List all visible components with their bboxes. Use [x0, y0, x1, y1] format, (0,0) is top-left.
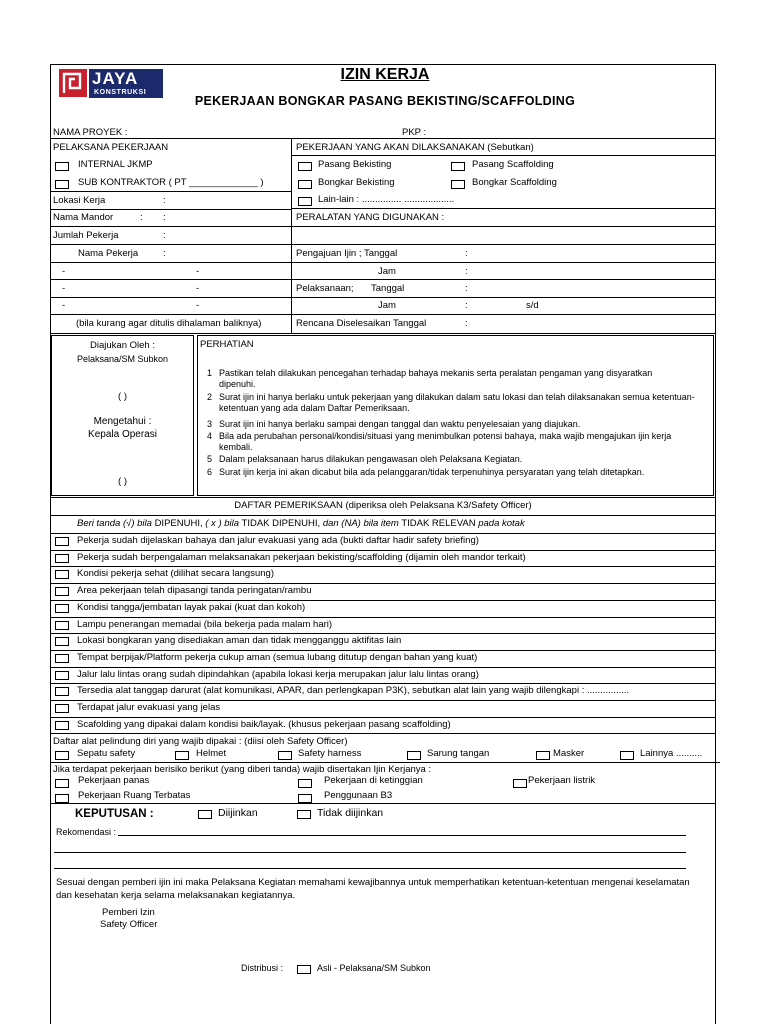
- nama-pekerja-colon: :: [163, 248, 166, 259]
- pelaksana-subkon-label: Pelaksana/SM Subkon: [76, 354, 169, 364]
- perhatian-right: [713, 335, 714, 496]
- grid-line: [50, 333, 716, 334]
- pasang-bekisting-checkbox[interactable]: [298, 162, 312, 171]
- apd-checkbox[interactable]: [278, 751, 292, 760]
- instr-part: dan (NA) bila item: [322, 518, 399, 529]
- daftar-item: Area pekerjaan telah dipasangi tanda peringatan/rambu: [77, 585, 312, 597]
- grid-line: [291, 208, 716, 209]
- grid-line: [50, 262, 716, 263]
- penggunaan-b3-checkbox[interactable]: [298, 794, 312, 803]
- apd-item: Safety harness: [298, 748, 362, 759]
- jam-label: Jam: [378, 266, 396, 277]
- grid-line: [50, 244, 716, 245]
- logo-subtext: KONSTRUKSI: [94, 89, 147, 96]
- nama-pekerja-label: Nama Pekerja: [78, 248, 139, 259]
- tidak-diijinkan-label: Tidak diijinkan: [317, 807, 384, 819]
- lain-lain-checkbox[interactable]: [298, 197, 312, 206]
- daftar-title: DAFTAR PEMERIKSAAN (diperiksa oleh Pelaksana K3/Safety Officer): [234, 500, 532, 511]
- daftar-checkbox[interactable]: [55, 570, 69, 579]
- nama-proyek-label: NAMA PROYEK :: [53, 127, 128, 138]
- frame-top: [50, 64, 716, 65]
- daftar-checkbox[interactable]: [55, 671, 69, 680]
- perhatian-number: 3: [207, 419, 213, 429]
- daftar-item: Lampu penerangan memadai (bila bekerja pada malam hari): [77, 618, 333, 630]
- grid-mid: [291, 138, 292, 334]
- instr-part: TIDAK DIPENUHI,: [241, 518, 321, 529]
- pekerja-note: (bila kurang agar ditulis dihalaman baliknya): [76, 318, 262, 329]
- diajukan-label: Diajukan Oleh :: [90, 340, 155, 351]
- apd-item: Sarung tangan: [427, 748, 490, 759]
- perhatian-item-cont: ketentuan yang ada dalam Daftar Pemeriksaan.: [219, 403, 410, 413]
- grid-line: [50, 497, 716, 498]
- perhatian-item-cont: dipenuhi.: [219, 379, 256, 389]
- pelaksanaan-label: Pelaksanaan;: [296, 283, 354, 294]
- bongkar-scaffolding-label: Bongkar Scaffolding: [472, 177, 557, 188]
- grid-line: [50, 803, 716, 804]
- lain-lain-label: Lain-lain : ............... ...................: [318, 194, 455, 205]
- tanggal-label: Tanggal: [371, 283, 405, 294]
- daftar-checkbox[interactable]: [55, 554, 69, 563]
- penggunaan-b3-label: Penggunaan B3: [324, 790, 393, 801]
- pekerja-dash: -: [196, 266, 200, 277]
- mengetahui-label: Mengetahui :: [93, 416, 152, 427]
- internal-label: INTERNAL JKMP: [78, 159, 153, 170]
- pasang-scaffolding-checkbox[interactable]: [451, 162, 465, 171]
- daftar-checkbox[interactable]: [55, 687, 69, 696]
- daftar-checkbox[interactable]: [55, 704, 69, 713]
- rekomendasi-label: Rekomendasi :: [56, 827, 117, 837]
- sd-label: s/d: [526, 300, 539, 311]
- daftar-row-line: [50, 633, 716, 634]
- grid-line: [50, 138, 716, 139]
- subkon-checkbox[interactable]: [55, 180, 69, 189]
- daftar-item: Terdapat jalur evakuasi yang jelas: [77, 702, 221, 713]
- apd-item: Lainnya ..........: [640, 748, 703, 759]
- company-logo: [58, 68, 164, 100]
- grid-line: [50, 279, 716, 280]
- daftar-item: Kondisi pekerja sehat (dilihat secara langsung): [77, 568, 274, 580]
- instr-part: DIPENUHI,: [154, 518, 203, 529]
- pekerjaan-ketinggian-checkbox[interactable]: [298, 779, 312, 788]
- daftar-row-line: [50, 583, 716, 584]
- daftar-row-line: [50, 683, 716, 684]
- daftar-item: Pekerja sudah berpengalaman melaksanakan pekerjaan bekisting/scaffolding (dijamin oleh mandor terkait): [77, 551, 526, 563]
- jumlah-colon: :: [163, 230, 166, 241]
- perhatian-number: 1: [207, 368, 213, 378]
- daftar-row-line: [50, 650, 716, 651]
- logo-text: JAYA: [92, 69, 139, 88]
- ruang-terbatas-checkbox[interactable]: [55, 794, 69, 803]
- daftar-checkbox[interactable]: [55, 537, 69, 546]
- statement-text: Sesuai dengan pemberi ijin ini maka Pelaksana Kegiatan memahami kewajibannya untuk memperhatikan ketentuan-ketentuan mengenai keselamatan dan kesehatan kerja selama melaksanakan kegiatannya.: [56, 877, 690, 901]
- daftar-checkbox[interactable]: [55, 621, 69, 630]
- instr-part: Beri tanda (√) bila: [77, 518, 152, 529]
- daftar-instruction: [77, 518, 525, 530]
- pasang-scaffolding-label: Pasang Scaffolding: [472, 159, 554, 170]
- daftar-row-line: [50, 566, 716, 567]
- rekomendasi-line[interactable]: [54, 868, 686, 869]
- perhatian-number: 6: [207, 467, 213, 477]
- bongkar-bekisting-checkbox[interactable]: [298, 180, 312, 189]
- daftar-checkbox[interactable]: [55, 721, 69, 730]
- grid-line: [50, 226, 292, 227]
- mandor-label: Nama Mandor: [53, 212, 114, 223]
- daftar-row-line: [50, 700, 716, 701]
- grid-line: [291, 155, 716, 156]
- apd-checkbox[interactable]: [620, 751, 634, 760]
- diijinkan-label: Diijinkan: [218, 807, 258, 819]
- apd-item: Helmet: [196, 748, 227, 759]
- perhatian-top: [197, 335, 714, 336]
- perhatian-item: Dalam pelaksanaan harus dilakukan pengawasan oleh Pelaksana Kegiatan.: [219, 454, 523, 464]
- page-title: IZIN KERJA: [340, 66, 430, 83]
- jam2-colon: :: [465, 300, 468, 311]
- distribusi-label: Distribusi :: [241, 963, 284, 973]
- grid-line: [50, 191, 292, 192]
- daftar-item: Scafolding yang dipakai dalam kondisi baik/layak. (khusus pekerjaan pasang scaffolding): [77, 718, 451, 730]
- grid-line: [291, 226, 716, 227]
- pelaksana-pekerjaan-label: PELAKSANA PEKERJAAN: [53, 142, 169, 153]
- signature-bracket-2: ( ): [118, 476, 127, 487]
- apd-title: Daftar alat pelindung diri yang wajib dipakai : (diisi oleh Safety Officer): [53, 736, 348, 747]
- pengajuan-colon: :: [465, 248, 468, 259]
- daftar-checkbox[interactable]: [55, 637, 69, 646]
- tidak-diijinkan-checkbox[interactable]: [297, 810, 311, 819]
- apd-checkbox[interactable]: [55, 751, 69, 760]
- daftar-checkbox[interactable]: [55, 654, 69, 663]
- grid-line: [50, 297, 716, 298]
- apd-item: Masker: [553, 748, 585, 759]
- ruang-terbatas-label: Pekerjaan Ruang Terbatas: [78, 790, 191, 801]
- daftar-item: Tempat berpijak/Platform pekerja cukup aman (semua lubang ditutup dengan bahan yang kuat): [77, 651, 478, 663]
- mandor-colon-b: :: [163, 212, 166, 223]
- berisiko-title: Jika terdapat pekerjaan berisiko berikut (yang diberi tanda) wajib disertakan Ijin Kerjanya :: [53, 764, 432, 775]
- pekerjaan-label: PEKERJAAN YANG AKAN DILAKSANAKAN (Sebutkan): [296, 142, 534, 153]
- perhatian-number: 4: [207, 431, 213, 441]
- instr-part: ( x ) bila: [205, 518, 240, 529]
- perhatian-item: Surat ijin ini hanya berlaku untuk pekerjaan yang dilakukan dalam satu lokasi dan telah dilaksanakan semua ketentuan-: [219, 392, 695, 402]
- perhatian-item: Surat ijin ini hanya berlaku sampai dengan tanggal dan waktu penyelesaian yang diajukan.: [219, 419, 581, 429]
- internal-checkbox[interactable]: [55, 162, 69, 171]
- pekerjaan-ketinggian-label: Pekerjaan di ketinggian: [324, 775, 423, 786]
- tanggal-colon: :: [465, 283, 468, 294]
- jumlah-label: Jumlah Pekerja: [53, 230, 119, 241]
- signature-bracket-1: ( ): [118, 391, 127, 402]
- apd-checkbox[interactable]: [407, 751, 421, 760]
- instr-part: TIDAK RELEVAN: [401, 518, 476, 529]
- daftar-item: Kondisi tangga/jembatan layak pakai (kuat dan kokoh): [77, 601, 306, 613]
- safety-officer-label: Safety Officer: [100, 919, 158, 930]
- grid-line: [50, 733, 716, 734]
- keputusan-label: KEPUTUSAN :: [75, 808, 154, 820]
- mandor-colon-a: :: [140, 212, 143, 223]
- pekerjaan-listrik-label: Pekerjaan listrik: [528, 775, 596, 786]
- daftar-checkbox[interactable]: [55, 604, 69, 613]
- pekerjaan-panas-label: Pekerjaan panas: [78, 775, 150, 786]
- pekerja-dash: -: [196, 300, 200, 311]
- pekerja-dash: -: [62, 266, 66, 277]
- pekerja-dash: -: [196, 283, 200, 294]
- apd-checkbox[interactable]: [536, 751, 550, 760]
- diijinkan-checkbox[interactable]: [198, 810, 212, 819]
- grid-line: [50, 515, 716, 516]
- grid-line: [50, 762, 720, 763]
- rekomendasi-line[interactable]: [54, 852, 686, 853]
- perhatian-left: [197, 335, 198, 496]
- sign-box-bottom: [51, 495, 194, 496]
- pengajuan-label: Pengajuan Ijin ; Tanggal: [296, 248, 398, 259]
- rencana-label: Rencana Diselesaikan Tanggal: [296, 318, 427, 329]
- frame-left: [50, 64, 51, 1024]
- grid-line: [50, 209, 292, 210]
- perhatian-item-cont: kembali.: [219, 442, 253, 452]
- kepala-operasi-label: Kepala Operasi: [88, 429, 157, 440]
- perhatian-item: Pastikan telah dilakukan pencegahan terhadap bahaya mekanis serta peralatan pengaman yang disyaratkan: [219, 368, 653, 378]
- apd-item: Sepatu safety: [77, 748, 136, 759]
- sign-box-top: [51, 335, 194, 336]
- grid-line: [50, 533, 716, 534]
- bongkar-bekisting-label: Bongkar Bekisting: [318, 177, 395, 188]
- perhatian-number: 5: [207, 454, 213, 464]
- pkp-label: PKP :: [402, 127, 427, 138]
- rencana-colon: :: [465, 318, 468, 329]
- instr-part: pada kotak: [478, 518, 525, 529]
- perhatian-item: Bila ada perubahan personal/kondisi/situasi yang menimbulkan potensi bahaya, maka wajib mengajukan ijin kerja: [219, 431, 672, 441]
- bongkar-scaffolding-checkbox[interactable]: [451, 180, 465, 189]
- perhatian-number: 2: [207, 392, 213, 402]
- daftar-item: Pekerja sudah dijelaskan bahaya dan jalur evakuasi yang ada (bukti daftar hadir safety briefing): [77, 535, 479, 546]
- distribusi-asli-label: Asli - Pelaksana/SM Subkon: [317, 963, 431, 973]
- pemberi-izin-label: Pemberi Izin: [102, 907, 155, 918]
- pekerja-dash: -: [62, 283, 66, 294]
- pasang-bekisting-label: Pasang Bekisting: [318, 159, 392, 170]
- daftar-item: Lokasi bongkaran yang disediakan aman dan tidak mengganggu aktifitas lain: [77, 635, 402, 647]
- perhatian-item: Surat ijin kerja ini akan dicabut bila ada pelanggaran/tidak terpenuhinya persyaratan yang telah ditetapkan.: [219, 467, 645, 477]
- lokasi-colon: :: [163, 195, 166, 206]
- subkon-label: SUB KONTRAKTOR ( PT _____________ ): [78, 177, 264, 188]
- distribusi-checkbox[interactable]: [297, 965, 311, 974]
- jam-colon: :: [465, 266, 468, 277]
- apd-checkbox[interactable]: [175, 751, 189, 760]
- daftar-item: Jalur lalu lintas orang sudah dipindahkan (apabila lokasi kerja merupakan jalur lalu lintas orang): [77, 668, 479, 680]
- jam2-label: Jam: [378, 300, 396, 311]
- perhatian-bottom: [197, 495, 714, 496]
- rekomendasi-line[interactable]: [118, 835, 686, 836]
- pekerjaan-listrik-checkbox[interactable]: [513, 779, 527, 788]
- peralatan-label: PERALATAN YANG DIGUNAKAN :: [296, 212, 445, 223]
- daftar-checkbox[interactable]: [55, 587, 69, 596]
- perhatian-title: PERHATIAN: [200, 339, 254, 350]
- pekerjaan-panas-checkbox[interactable]: [55, 779, 69, 788]
- grid-line: [50, 314, 716, 315]
- pekerja-dash: -: [62, 300, 66, 311]
- daftar-item: Tersedia alat tanggap darurat (alat komunikasi, APAR, dan perlengkapan P3K), sebutkan alat lain yang wajib dilengkapi : ................: [77, 685, 630, 697]
- page-subtitle: PEKERJAAN BONGKAR PASANG BEKISTING/SCAFFOLDING: [194, 94, 576, 108]
- lokasi-label: Lokasi Kerja: [53, 195, 106, 206]
